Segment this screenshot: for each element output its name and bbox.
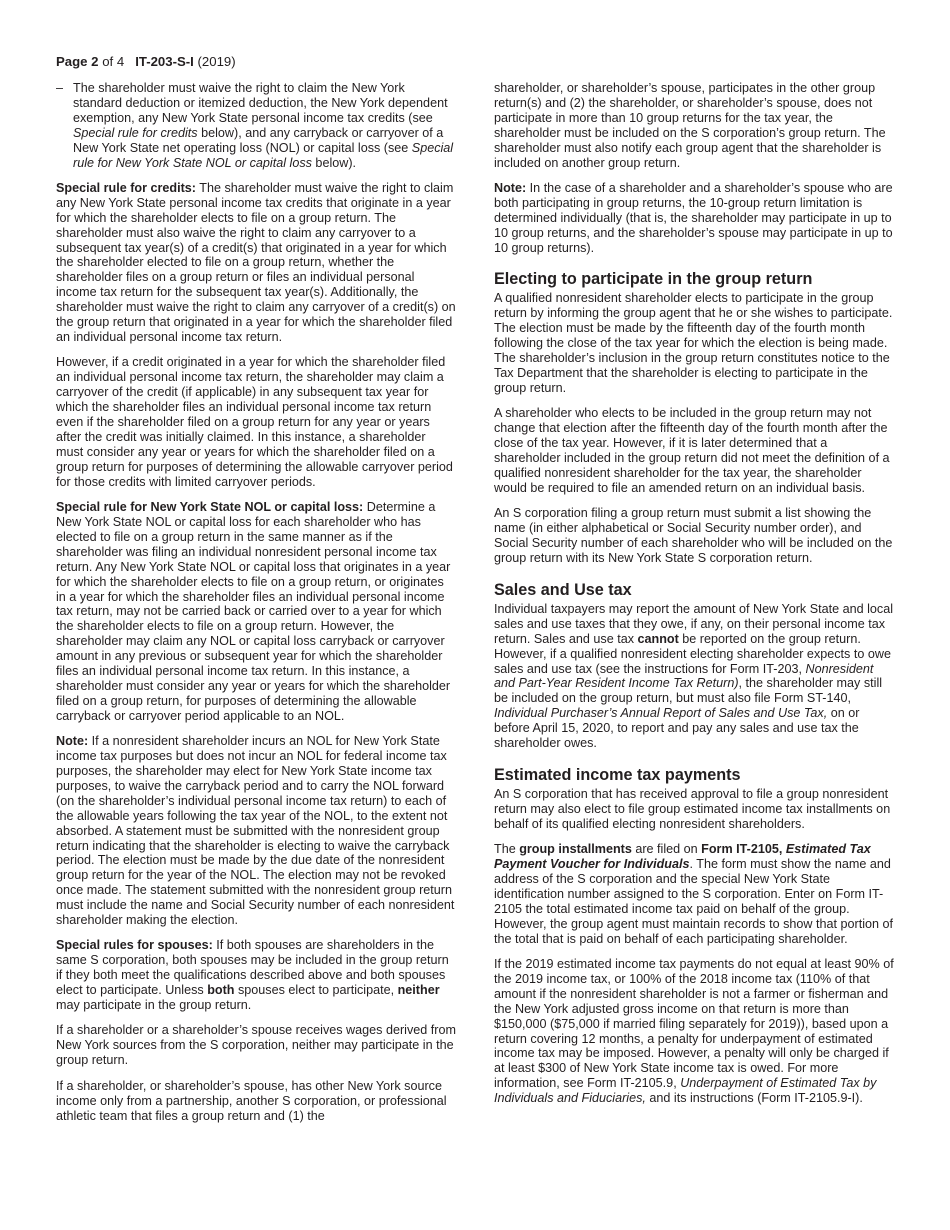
dash-bullet: – (56, 81, 64, 95)
estimated-tax-heading: Estimated income tax payments (494, 765, 741, 784)
nol-paragraph: Special rule for New York State NOL or capital loss: Determine a New York State NOL or capital loss for each shareholder who has elected to file on a group return in the same manner as if the shareholder was filing an individual nonresident personal income tax return. Any New York State NOL or capital loss that originates in a year for which the shareholder elects to file on a group return, or originates in a year for which the shareholder files an individual personal income tax return, may not be carried back or carried over to a year for which the shareholder elects to file on a group return. However, the shareholder may claim any NOL or capital loss carryback or carryover amount in any previous or subsequent year for which the shareholder files an individual personal income tax return. In this instance, a shareholder must consider any year or years for which the shareholder filed on a group return, for purposes of determining the allowable carryback or carryover period applicable to an NOL. (56, 500, 451, 723)
credits-paragraph: Special rule for credits: The shareholder must waive the right to claim any New York State personal income tax credits that originate in a year for which the shareholder elects to file on a group return. The shareholder must also waive the right to claim any carryover to a subsequent tax year(s) of a credit(s) that originated in a year for which the shareholder elected to file on a group return, whether the shareholder files on a group return or files an individual personal income tax return for the subsequent tax year(s). Additionally, the shareholder must waive the right to claim any carryover of a credit(s) on the group return that originated in a year for which the shareholder filed an individual personal income tax return. (56, 180, 456, 344)
spouses-paragraph: Special rules for spouses: If both spouses are shareholders in the same S corporation, both spouses may be included in the group return if they both meet the qualifications described above and both spouses elect to participate. Unless both spouses elect to participate, neither may participate in the group return. (56, 938, 449, 1013)
however-paragraph: However, if a credit originated in a year for which the shareholder filed an individual personal income tax return, the shareholder may claim a carryover of the credit (if applicable) in any subsequent tax year for which the shareholder files an individual personal income tax return even if the shareholder filed on a group return for any year or years after the credit was initially claimed. In this instance, a shareholder must consider any year or years for which the shareholder filed on a group return for purposes of determining the allowable carryover period for those credits with limited carryover periods. (56, 355, 453, 489)
estimated-paragraph-2: The group installments are filed on Form IT-2105, Estimated Tax Payment Voucher for Individuals. The form must show the name and address of the S corporation and the special New York State identification number assigned to the S corporation. Enter on Form IT-2105 the total estimated income tax paid on behalf of the group. However, the group agent must maintain records to show that portion of the total that is paid on behalf of each participating shareholder. (494, 842, 894, 946)
wages-paragraph: If a shareholder or a shareholder’s spouse receives wages derived from New York sources from the S corporation, neither may participate in the group return. (56, 1023, 456, 1068)
continued-paragraph: shareholder, or shareholder’s spouse, participates in the other group return(s) and (2) the shareholder, or shareholder’s spouse, does not participate in more than 10 group returns for the tax year, the shareholder must be included on the S corporation’s group return. The shareholder must also notify each group agent that the shareholder is included on another group return. (494, 81, 886, 170)
nol-note-paragraph: Note: If a nonresident shareholder incurs an NOL for New York State income tax purposes but does not incur an NOL for federal income tax purposes, the shareholder may elect for New York State income tax purposes, to waive the carryback period and to carry the NOL forward (on the shareholder’s individual personal income tax return) to each of the allowable years following the tax year of the NOL, to the extent not absorbed. A statement must be submitted with the nonresident group return indicating that the shareholder is electing to waive the carryback period. The election must be made by the due date of the nonresident group return for the year of the NOL. The election may not be revoked once made. The statement submitted with the nonresident group return must include the name and Social Security number of each nonresident shareholder making the election. (56, 734, 455, 928)
right-column (494, 81, 896, 1117)
electing-paragraph-2: A shareholder who elects to be included in the group return may not change that election after the fifteenth day of the fourth month after the close of the tax year. However, if it is later determined that a shareholder included in the group return did not meet the definition of a qualified nonresident shareholder for the tax year, the shareholder would be required to file an amended return on an individual basis. (494, 406, 890, 495)
form-year: (2019) (197, 54, 236, 69)
page-total: of 4 (102, 54, 125, 69)
left-column (56, 81, 456, 1134)
estimated-paragraph-3: If the 2019 estimated income tax payments do not equal at least 90% of the 2019 income tax, or 100% of the 2018 income tax (110% of that amount if the nonresident shareholder is not a farmer or fisherman and the New York adjusted gross income on that return is more than $150,000 ($75,000 if married filing separately for 2019)), based upon a return covering 12 months, a penalty for underpayment of estimated income tax may be imposed. However, a penalty will only be charged if at least $300 of New York State income tax is owed. For more information, see Form IT-2105.9, Underpayment of Estimated Tax by Individuals and Fiduciaries, and its instructions (Form IT-2105.9-I). (494, 957, 894, 1106)
sales-tax-heading: Sales and Use tax (494, 580, 632, 599)
limit-note-paragraph: Note: In the case of a shareholder and a shareholder’s spouse who are both participating in group returns, the 10-group return limitation is determined individually (that is, the shareholder may participate in up to 10 group returns, and the shareholder’s spouse may participate in up to 10 group returns). (494, 180, 893, 255)
form-number: IT-203-S-I (135, 54, 194, 69)
electing-paragraph-3: An S corporation filing a group return must submit a list showing the name (in either alphabetical or Social Security number order), and Social Security number of each shareholder who will be included on the group return with its New York State S corporation return. (494, 506, 893, 565)
electing-heading: Electing to participate in the group return (494, 270, 813, 289)
page-header (56, 54, 236, 69)
waiver-text: The shareholder must waive the right to claim the New York standard deduction or itemized deduction, the New York dependent exemption, any New York State personal income tax credits (see Special rule for credits below), and any carryback or carryover of a New York State net operating loss (NOL) or capital loss (see Special rule for New York State NOL or capital loss below). (73, 81, 454, 170)
other-income-paragraph: If a shareholder, or shareholder’s spouse, has other New York source income only from a partnership, another S corporation, or professional athletic team that files a group return and (1) the (56, 1078, 447, 1123)
waiver-list-item (56, 81, 456, 170)
estimated-paragraph-1: An S corporation that has received approval to file a group nonresident return may also elect to file group estimated income tax installments on behalf of its qualified electing nonresident shareholders. (494, 786, 891, 831)
page-number: Page 2 (56, 54, 99, 69)
sales-tax-paragraph: Individual taxpayers may report the amount of New York State and local sales and use taxes that they owe, if any, on their personal income tax return. Sales and use tax cannot be reported on the group return. However, if a qualified nonresident electing shareholder expects to owe sales and use tax (see the instructions for Form IT-203, Nonresident and Part-Year Resident Income Tax Return), the shareholder may still be included on the group return, but must also file Form ST-140, Individual Purchaser’s Annual Report of Sales and Use Tax, on or before April 15, 2020, to report and pay any sales and use tax the shareholder owes. (494, 601, 894, 751)
electing-paragraph-1: A qualified nonresident shareholder elects to participate in the group return by informing the group agent that he or she wishes to participate. The election must be made by the fifteenth day of the fourth month following the close of the tax year for which the election is being made. The shareholder’s inclusion in the group return constitutes notice to the Tax Department that the shareholder is electing to participate in the group return. (494, 291, 893, 395)
